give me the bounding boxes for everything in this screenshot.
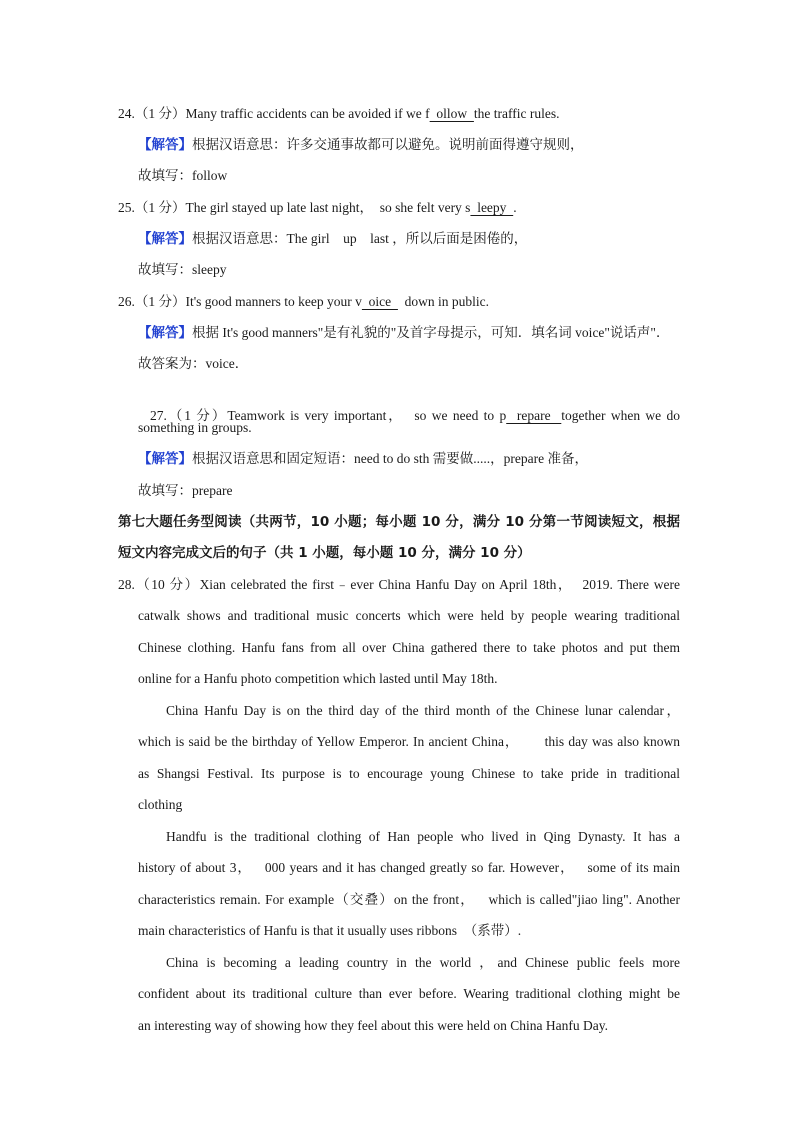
passage-p3-line (138, 858, 680, 878)
question-text-end: the traffic rules. (473, 106, 560, 121)
explanation-26 (138, 323, 669, 343)
answer-25 (138, 260, 227, 280)
explanation-25 (138, 229, 527, 249)
question-score: （1 分） (134, 294, 186, 309)
answer-24 (138, 166, 227, 186)
answer-tag: 【解答】 (138, 325, 192, 340)
answer-blank: oice (361, 294, 398, 309)
explanation-27 (138, 449, 588, 469)
passage-text: as Shangsi Festival. Its purpose is to encourage young Chinese to take pride in traditional (138, 766, 680, 781)
question-text-end: . (513, 200, 517, 215)
passage-p1-line (138, 669, 498, 689)
question-text-end: together when we do (561, 408, 681, 423)
passage-p2-line (138, 732, 680, 752)
passage-text: clothing (138, 797, 183, 812)
passage-text: catwalk shows and traditional music concerts which were held by people wearing traditional (138, 608, 680, 623)
question-number: 28. (118, 577, 135, 592)
question-text: It's good manners to keep your v (185, 294, 362, 309)
explanation-24 (138, 135, 584, 155)
explanation-text: 根据汉语意思和固定短语：need to do sth 需要做.....，prepare 准备， (192, 451, 588, 466)
passage-p1-line1: Xian celebrated the first﹣ever China Hanfu Day on April 18th， 2019. There were (199, 577, 681, 592)
question-score: （10 分） (134, 577, 200, 592)
passage-text: characteristics remain. For example（交叠）on the front， which is called"jiao ling". Another (138, 892, 680, 907)
passage-text: Handfu is the traditional clothing of Han people who lived in Qing Dynasty. It has a (166, 829, 680, 844)
question-text: something in groups. (138, 420, 252, 435)
question-24 (118, 104, 560, 124)
passage-p3-line (138, 921, 521, 941)
answer-blank: leepy (470, 200, 514, 215)
answer-26 (138, 354, 248, 374)
answer-tag: 【解答】 (138, 451, 192, 466)
explanation-text: 根据汉语意思：The girl up last ，所以后面是困倦的， (192, 231, 528, 246)
answer-blank: repare (506, 408, 562, 423)
answer-text: 故填写：sleepy (138, 262, 227, 277)
answer-tag: 【解答】 (138, 231, 192, 246)
section-heading (118, 512, 680, 532)
question-score: （1 分） (134, 200, 186, 215)
question-number: 26. (118, 294, 135, 309)
passage-p2-line (166, 701, 680, 721)
question-text: Many traffic accidents can be avoided if we f (185, 106, 430, 121)
passage-text: China is becoming a leading country in the world ，and Chinese public feels more (166, 955, 680, 970)
answer-text: 故填写：prepare (138, 483, 233, 498)
question-score: （1 分） (134, 106, 186, 121)
question-26 (118, 292, 489, 312)
passage-text: which is said be the birthday of Yellow Emperor. In ancient China， this day was also known (138, 734, 680, 749)
passage-text: China Hanfu Day is on the third day of the third month of the Chinese lunar calendar， (166, 703, 680, 718)
explanation-text: 根据 It's good manners"是有礼貌的"及首字母提示，可知．填名词 voice"说话声"． (192, 325, 670, 340)
question-28 (118, 575, 680, 595)
passage-text: history of about 3， 000 years and it has changed greatly so far. However， some of its main (138, 860, 680, 875)
answer-tag: 【解答】 (138, 137, 192, 152)
passage-text: online for a Hanfu photo competition which lasted until May 18th. (138, 671, 498, 686)
passage-text: main characteristics of Hanfu is that it usually uses ribbons （系带）. (138, 923, 522, 938)
passage-p1-line (138, 606, 680, 626)
question-number: 25. (118, 200, 135, 215)
section-heading-line2-row (118, 543, 531, 563)
answer-text: 故答案为：voice． (138, 356, 249, 371)
question-text: The girl stayed up late last night， so she felt very s (185, 200, 471, 215)
passage-p1-line (138, 638, 680, 658)
question-27-line2 (138, 418, 252, 438)
answer-blank: ollow (429, 106, 474, 121)
passage-text: an interesting way of showing how they feel about this were held on China Hanfu Day. (138, 1018, 609, 1033)
question-number: 27. (150, 408, 167, 423)
passage-p4-line (138, 1016, 608, 1036)
passage-p2-line (138, 764, 680, 784)
passage-p4-line (138, 984, 680, 1004)
question-number: 24. (118, 106, 135, 121)
answer-text: 故填写：follow (138, 168, 228, 183)
section-heading-line2: 短文内容完成文后的句子（共 1 小题，每小题 10 分，满分 10 分） (118, 545, 531, 561)
passage-text: confident about its traditional culture than ever before. Wearing traditional clothing might be (138, 986, 680, 1001)
passage-p4-line (166, 953, 680, 973)
section-heading-line1: 第七大题任务型阅读（共两节，10 小题；每小题 10 分，满分 10 分第一节阅读短文，根据 (118, 514, 680, 530)
question-text-end: down in public. (397, 294, 490, 309)
passage-text: Chinese clothing. Hanfu fans from all over China gathered there to take photos and put them (138, 640, 680, 655)
question-score: （1 分） (166, 408, 228, 423)
explanation-text: 根据汉语意思：许多交通事故都可以避免。说明前面得遵守规则， (192, 137, 584, 152)
passage-p3-line (166, 827, 680, 847)
question-25 (118, 198, 517, 218)
passage-p2-line (138, 795, 182, 815)
answer-27 (138, 481, 232, 501)
question-text: Teamwork is very important， so we need to p (227, 408, 507, 423)
passage-p3-line (138, 890, 680, 910)
